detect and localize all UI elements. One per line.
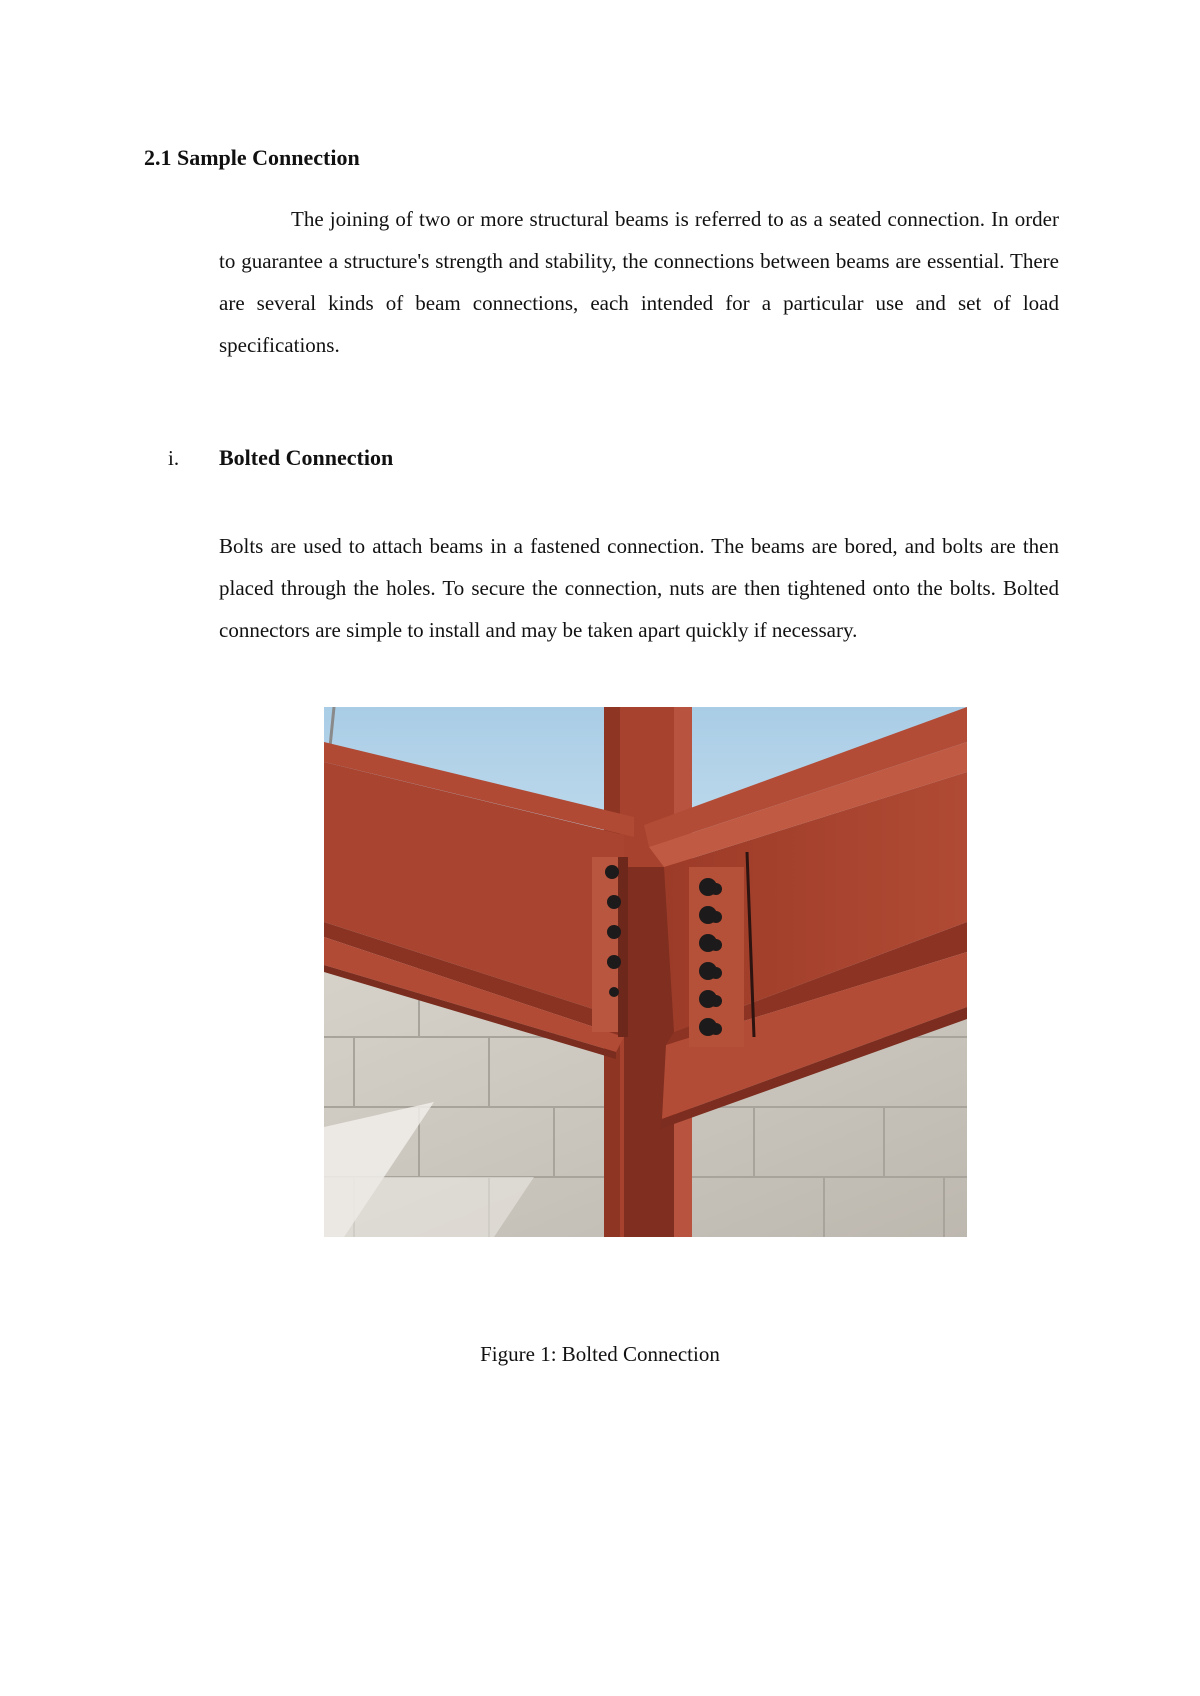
bolted-connection-paragraph: Bolts are used to attach beams in a fastened connection. The beams are bored, and bolts are then placed through the holes. To secure the connection, nuts are then tightened onto the bolts. Bolted connectors are simple to install and may be taken apart quickly if necessary. xyxy=(219,534,1059,642)
bolted-connection-photo xyxy=(324,707,967,1237)
list-marker: i. xyxy=(168,446,180,470)
intro-paragraph: The joining of two or more structural beams is referred to as a seated connection. In order to guarantee a structure's strength and stability, the connections between beams are essential. There are several kinds of beam connections, each intended for a particular use and set of load specifications. xyxy=(219,207,1059,357)
figure-caption: Figure 1: Bolted Connection xyxy=(480,1342,720,1366)
bolted-connection-heading: Bolted Connection xyxy=(219,445,394,470)
section-heading: 2.1 Sample Connection xyxy=(144,145,360,170)
